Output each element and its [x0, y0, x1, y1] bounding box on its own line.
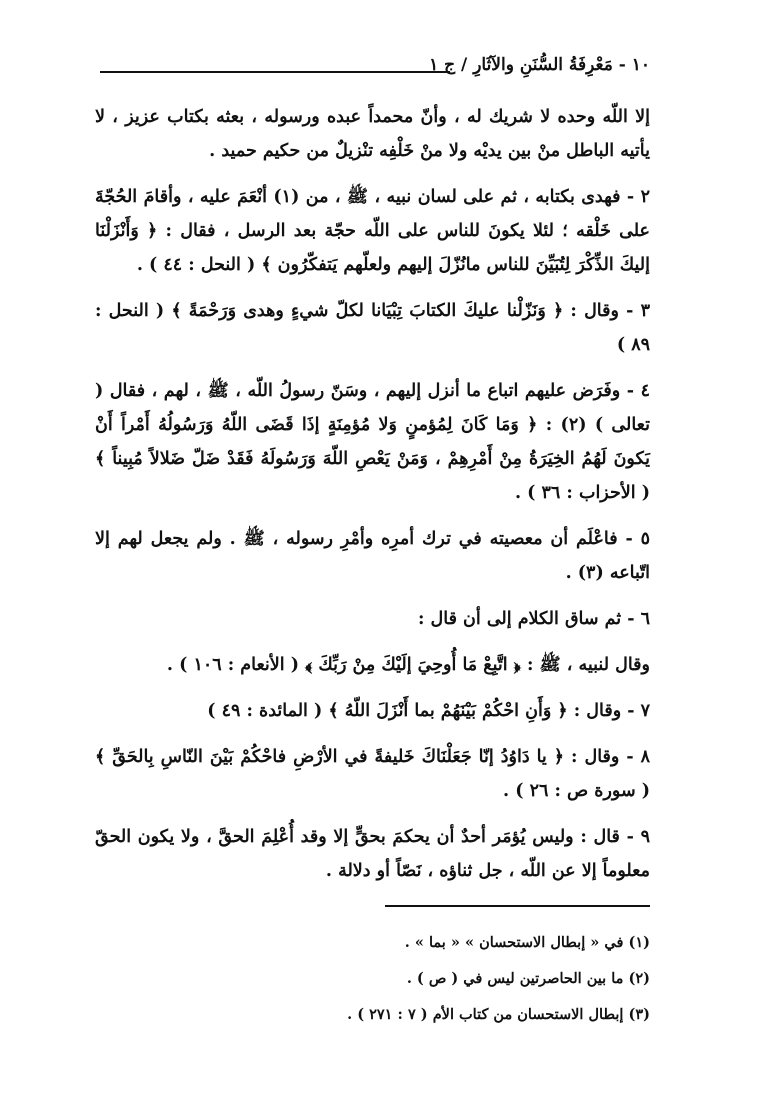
main-text — [95, 100, 650, 900]
footnote: (٣) إبطال الاستحسان من كتاب الأم ( ٧ : ٢٧١ ) . — [347, 1006, 650, 1023]
paragraph: ٢ - فهدى بكتابه ، ثم على لسان نبيه ، ﷺ ، من (١) أنْعَمَ عليه ، وأقامَ الحُجّةَ على خَلْقه ؛ لئلا يكونَ للناس على اللّه حجّة بعد الرسل ، فقال : ﴿ وَأَنْزَلْنَا إليكَ الذِّكْرَ لِتُبَيِّنَ للناس مانُزّلَ إليهم ولعلّهم يَتفكّرُون ﴾ ( النحل : ٤٤ ) . — [95, 187, 650, 275]
paragraph: ٩ - قال : وليس يُؤمَر أحدٌ أن يحكمَ بحقٍّ إلا وقد أُعْلِمَ الحقَّ ، ولا يكون الحقّ معلوماً إلا عن اللّه ، جل ثناؤه ، نَصّاً أو دلالة . — [95, 827, 650, 881]
paragraph: ٥ - فاعْلَم أن معصيته في ترك أمرِه وأمْرِ رسوله ، ﷺ . ولم يجعل لهم إلا اتّباعه (٣) . — [95, 529, 650, 583]
paragraph: ٨ - وقال : ﴿ يا دَاوُدُ إنّا جَعَلْنَاكَ خَليفةً في الأرْضِ فاحْكُمْ بَيْنَ النّاسِ بِالحَقِّ ﴾ ( سورة ص : ٢٦ ) . — [95, 747, 650, 801]
paragraph: ٦ - ثم ساق الكلام إلى أن قال : — [417, 609, 650, 629]
header-title: ١٠ - مَعْرِفَةُ السُّنَنِ والآثَارِ / ج ١ — [429, 55, 650, 75]
paragraph: ٤ - وفَرَض عليهم اتباع ما أنزل إليهم ، وسَنّ رسولُ اللّه ، ﷺ ، لهم ، فقال ( تعالى ) (٢) : ﴿ وَمَا كَانَ لِمُؤمنٍ وَلا مُؤمِنَةٍ إذَا قَضَى اللّهُ وَرَسُولُهُ أَمْراً أَنْ يَكونَ لَهُمُ الخِيَرَةُ مِنْ أَمْرِهِمْ ، وَمَنْ يَعْصِ اللّهَ وَرَسُولَهُ فَقَدْ ضَلّ ضَلالاً مُبِيناً ﴾ ( الأحزاب : ٣٦ ) . — [95, 381, 650, 503]
paragraph: إلا اللّه وحده لا شريك له ، وأنّ محمداً عبده ورسوله ، بعثه بكتاب عزيز ، لا يأتيه الباطل منْ بين يديْه ولا منْ خَلْفِه تنْزيلٌ من حكيم حميد . — [95, 107, 650, 161]
footnote: (١) في « إبطال الاستحسان » « بما » . — [404, 934, 650, 951]
footnote-rule — [385, 905, 650, 907]
paragraph: وقال لنبيه ، ﷺ : ﴿ اتَّبِعْ مَا أُوحِيَ إلَيْكَ مِنْ رَبِّكَ ﴾ ( الأنعام : ١٠٦ ) . — [166, 655, 650, 675]
running-header — [100, 55, 650, 85]
paragraph: ٣ - وقال : ﴿ وَنَزّلْنا عليكَ الكتابَ تِبْيَانا لكلّ شيءٍ وهدى وَرَحْمَةً ﴾ ( النحل : ٨٩ ) — [95, 301, 650, 355]
footnote: (٢) ما بين الحاصرتين ليس في ( ص ) . — [406, 970, 650, 987]
paragraph: ٧ - وقال : ﴿ وَأَنِ احْكُمْ بَيْنَهُمْ بما أَنْزَلَ اللّهُ ﴾ ( المائدة : ٤٩ ) — [207, 701, 650, 721]
footnotes — [300, 925, 650, 1033]
header-rule — [100, 71, 450, 73]
